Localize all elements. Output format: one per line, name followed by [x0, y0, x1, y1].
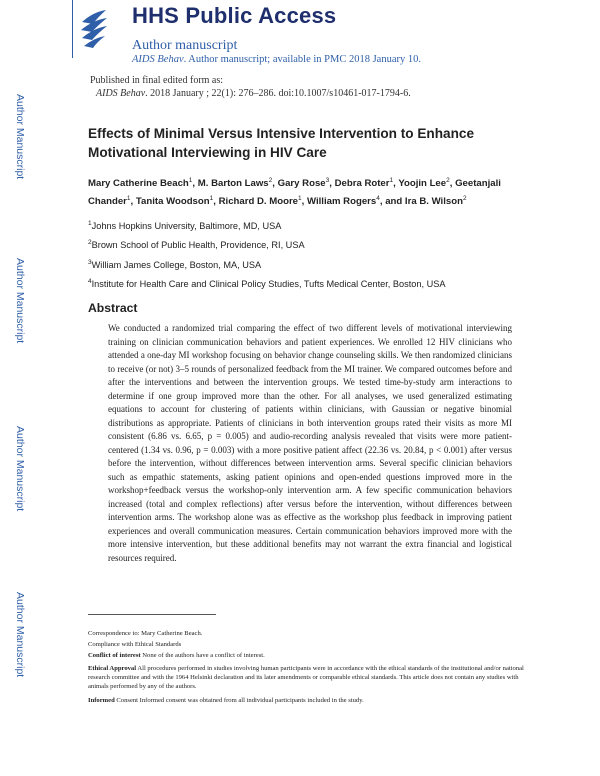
footnote-divider — [88, 614, 216, 615]
author-name: Debra Roter — [334, 178, 390, 190]
affiliation-sup: 4 — [88, 278, 92, 285]
side-label-author-manuscript: Author Manuscript — [14, 258, 26, 344]
author-name: M. Barton Laws — [197, 178, 269, 190]
side-label-author-manuscript: Author Manuscript — [14, 426, 26, 512]
author-affil-sup: 1 — [389, 177, 394, 184]
informed-note — [88, 696, 528, 705]
affiliation — [88, 278, 446, 289]
compliance-note: Compliance with Ethical Standards — [88, 641, 182, 648]
author-affil-sup: 3 — [325, 177, 330, 184]
author-name: Gary Rose — [277, 178, 326, 190]
affiliation-text: Johns Hopkins University, Baltimore, MD, USA — [91, 221, 282, 232]
availability-text: . Author manuscript; available in PMC 2018 January 10. — [183, 54, 421, 65]
affiliation-sup: 2 — [88, 239, 92, 246]
conflict-note — [88, 651, 528, 660]
conflict-label: Conflict of interest — [88, 652, 141, 659]
author-affil-sup: 2 — [446, 177, 450, 184]
ethical-note — [88, 664, 528, 691]
author-manuscript-label: Author manuscript — [132, 38, 238, 53]
affiliation — [88, 239, 305, 250]
side-label-author-manuscript: Author Manuscript — [14, 592, 26, 678]
published-label: Published in final edited form as: — [90, 75, 224, 86]
affiliation-text: William James College, Boston, MA, USA — [91, 260, 262, 271]
author-affil-sup: 1 — [298, 195, 302, 203]
author-name: Yoojin Lee — [398, 178, 447, 190]
author-affil-sup: 1 — [188, 177, 193, 184]
author-list: Mary Catherine Beach$^1$, M. Barton Laws$^2$, Gary Rose$^3$, Debra Roter$^1$, Yoojin Lee$^2$, Geetanjali Chander$^1$, Tanita Woodson$^1$, Richard D. Moore$^1$, William Rogers$^4$, and Ira B. Wilson$^2$ — [88, 177, 501, 208]
abstract-text: We conducted a randomized trial comparing the effect of two different levels of motivational interviewing training on clinician communication behaviors and patient experiences. We enrolled 12 HIV clinicians who attended a one-day MI workshop focusing on behavior change counseling skills. We then randomized clinicians to receive (or not) 3–5 rounds of personalized feedback from the MI trainer. We compared outcomes before and after the interventions and between the intervention groups. We tested time-by-study arm interactions to determine if one group improved more than the other. For all analyses, we used generalized estimating equations to account for clustering of patients within clinicians, with Gaussian or negative binomial distributions as appropriate. Patients of clinicians in both intervention groups rated their visits as more MI consistent (6.86 vs. 6.65, p = 0.005) and audio-recording analysis revealed that visits were more patient-centered (1.34 vs. 0.96, p = 0.003) with a more positive patient affect (22.36 vs. 20.84, p < 0.001) after versus before the intervention, without differences between intervention arms. Several specific clinician behaviors such as empathic statements, asking patient opinions and open-ended questions improved more in the workshop+feedback versus the workshop-only intervention arm. A few specific communication behaviors increased (total and complex reflections) after versus before the intervention, without differences between intervention arms. The workshop alone was as effective as the workshop plus feedback in improving patient experiences and overall communication measures. Certain communication behaviors improved more with the more intensive intervention, but these additional benefits may not warrant the extra financial and logistical resources required. — [108, 323, 512, 563]
ethical-label: Ethical Approval — [88, 665, 137, 672]
author-affil-sup: 2 — [462, 195, 467, 203]
author-name: Ira B. Wilson — [404, 196, 463, 208]
author-and: and — [385, 196, 403, 208]
informed-label: Informed — [88, 697, 115, 704]
affiliation — [88, 220, 281, 231]
citation-journal: AIDS Behav — [96, 88, 146, 99]
article-title: Effects of Minimal Versus Intensive Intervention to Enhance Motivational Interviewing in HIV Care — [88, 126, 475, 160]
informed-text: Consent Informed consent was obtained from all individual participants included in the study. — [114, 697, 364, 704]
hhs-eagle-logo-icon — [79, 8, 109, 52]
availability-line — [132, 54, 421, 65]
author-name: Richard D. Moore — [218, 196, 299, 208]
author-affil-sup: 1 — [209, 195, 214, 203]
side-label-author-manuscript: Author Manuscript — [14, 94, 26, 180]
author-affil-sup: 1 — [126, 195, 131, 203]
citation-text: . 2018 January ; 22(1): 276–286. doi:10.1007/s10461-017-1794-6. — [145, 88, 411, 99]
affiliation-text: Institute for Health Care and Clinical Policy Studies, Tufts Medical Center, Boston, USA — [91, 279, 446, 290]
author-affil-sup: 2 — [268, 177, 273, 184]
citation-line — [96, 88, 411, 99]
header-divider — [72, 0, 73, 58]
author-name: Geetanjali Chander — [88, 178, 501, 208]
author-name: Tanita Woodson — [135, 196, 210, 208]
ethical-text: All procedures performed in studies involving human participants were in accordance with the ethical standards of the institutional and/or national research committee and with the 1964 Helsinki declaration and its later amendments or comparable ethical standards. This article does not contain any studies with animals performed by any of the authors. — [88, 665, 524, 690]
author-affil-sup: 4 — [376, 195, 380, 203]
hhs-title: HHS Public Access — [132, 3, 337, 28]
affiliation-text: Brown School of Public Health, Providence, RI, USA — [91, 240, 305, 251]
affiliation-sup: 3 — [88, 259, 92, 266]
conflict-text: None of the authors have a conflict of interest. — [140, 652, 265, 659]
journal-name: AIDS Behav — [132, 54, 184, 65]
correspondence-note: Correspondence to: Mary Catherine Beach. — [88, 630, 203, 637]
abstract-heading: Abstract — [88, 301, 138, 315]
affiliation-sup: 1 — [88, 220, 92, 227]
author-name: Mary Catherine Beach — [88, 178, 189, 190]
author-name: William Rogers — [307, 196, 377, 208]
affiliation — [88, 259, 261, 270]
